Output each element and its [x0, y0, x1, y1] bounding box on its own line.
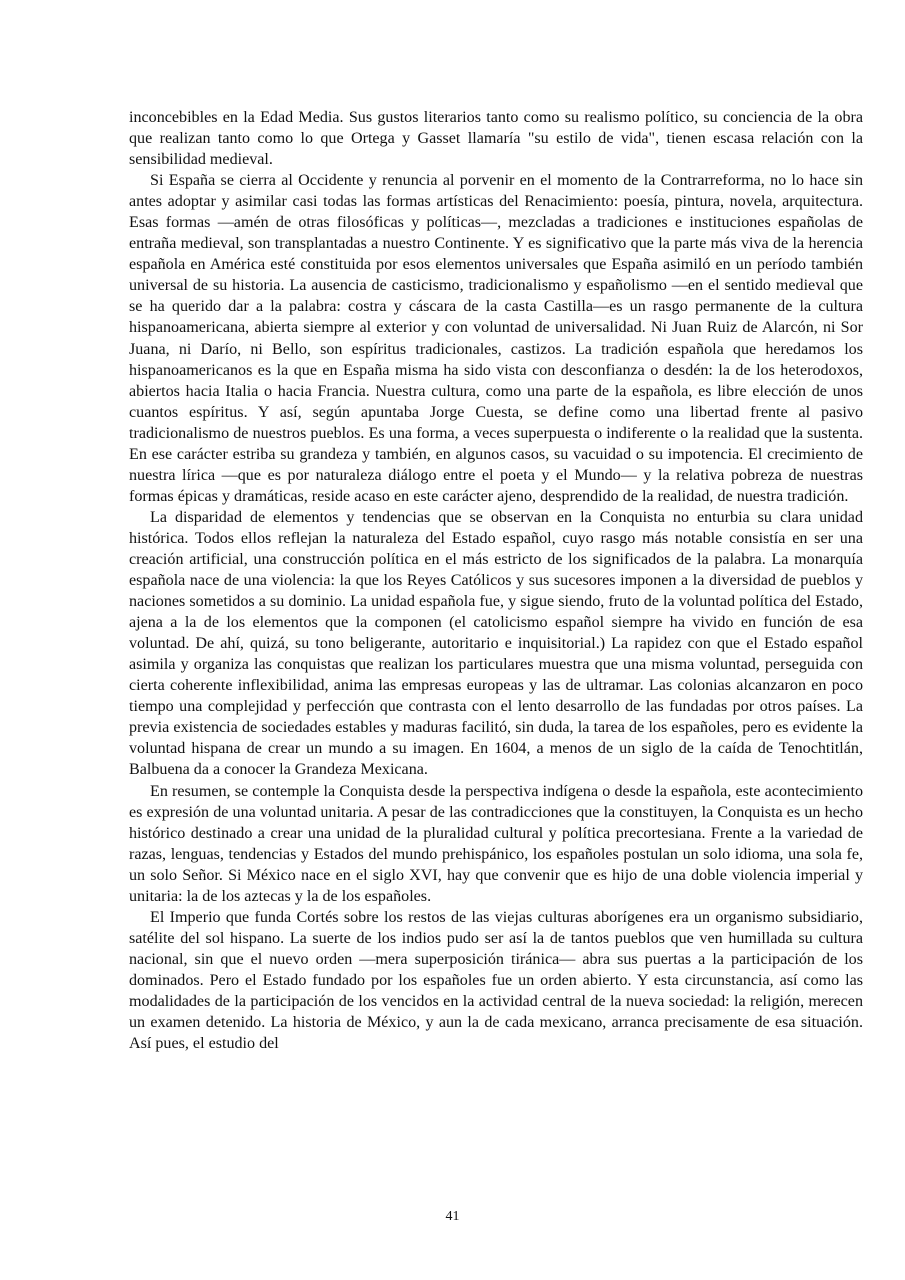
page-number: 41: [445, 1209, 460, 1224]
body-text: [129, 107, 863, 1054]
paragraph: En resumen, se contemple la Conquista desde la perspectiva indígena o desde la española, este acontecimiento es expresión de una voluntad unitaria. A pesar de las contradicciones que la constituyen, la Conquista es un hecho histórico destinado a crear una unidad de la pluralidad cultural y política precortesiana. Frente a la variedad de razas, lenguas, tendencias y Estados del mundo prehispánico, los españoles postulan un solo idioma, una sola fe, un solo Señor. Si México nace en el siglo XVI, hay que convenir que es hijo de una doble violencia imperial y unitaria: la de los aztecas y la de los españoles.: [129, 782, 863, 905]
paragraph: La disparidad de elementos y tendencias que se observan en la Conquista no enturbia su clara unidad histórica. Todos ellos reflejan la naturaleza del Estado español, cuyo rasgo más notable consistía en ser una creación artificial, una construcción política en el más estricto de los significados de la palabra. La monarquía española nace de una violencia: la que los Reyes Católicos y sus sucesores imponen a la diversidad de pueblos y naciones sometidos a su dominio. La unidad española fue, y sigue siendo, fruto de la voluntad política del Estado, ajena a la de los elementos que la componen (el catolicismo español siempre ha vivido en función de esa voluntad. De ahí, quizá, su tono beligerante, autoritario e inquisitorial.) La rapidez con que el Estado español asimila y organiza las conquistas que realizan los particulares muestra que una misma voluntad, perseguida con cierta coherente inflexibilidad, anima las empresas europeas y las de ultramar. Las colonias alcanzaron en poco tiempo una complejidad y perfección que contrasta con el lento desarrollo de las fundadas por otros países. La previa existencia de sociedades estables y maduras facilitó, sin duda, la tarea de los españoles, pero es evidente la voluntad hispana de crear un mundo a su imagen. En 1604, a menos de un siglo de la caída de Tenochtitlán, Balbuena da a conocer la Grandeza Mexicana.: [129, 508, 863, 779]
paragraph: Si España se cierra al Occidente y renuncia al porvenir en el momento de la Contrarreforma, no lo hace sin antes adoptar y asimilar casi todas las formas artísticas del Renacimiento: poesía, pintura, novela, arquitectura. Esas formas —amén de otras filosóficas y políticas—, mezcladas a tradiciones e instituciones españolas de entraña medieval, son transplantadas a nuestro Continente. Y es significativo que la parte más viva de la herencia española en América esté constituida por esos elementos universales que España asimiló en un período también universal de su historia. La ausencia de casticismo, tradicionalismo y españolismo —en el sentido medieval que se ha querido dar a la palabra: costra y cáscara de la casta Castilla—es un rasgo permanente de la cultura hispanoamericana, abierta siempre al exterior y con voluntad de universalidad. Ni Juan Ruiz de Alarcón, ni Sor Juana, ni Darío, ni Bello, son espíritus tradicionales, castizos. La tradición española que heredamos los hispanoamericanos es la que en España misma ha sido vista con desconfianza o desdén: la de los heterodoxos, abiertos hacia Italia o hacia Francia. Nuestra cultura, como una parte de la española, es libre elección de unos cuantos espíritus. Y así, según apuntaba Jorge Cuesta, se define como una libertad frente al pasivo tradicionalismo de nuestros pueblos. Es una forma, a veces superpuesta o indiferente o la realidad que la sustenta. En ese carácter estriba su grandeza y también, en algunos casos, su vacuidad o su impotencia. El crecimiento de nuestra lírica —que es por naturaleza diálogo entre el poeta y el Mundo— y la relativa pobreza de nuestras formas épicas y dramáticas, reside acaso en este carácter ajeno, desprendido de la realidad, de nuestra tradición.: [129, 172, 863, 505]
paragraph: El Imperio que funda Cortés sobre los restos de las viejas culturas aborígenes era un organismo subsidiario, satélite del sol hispano. La suerte de los indios pudo ser así la de tantos pueblos que ven humillada su cultura nacional, sin que el nuevo orden —mera superposición tiránica— abra sus puertas a la participación de los dominados. Pero el Estado fundado por los españoles fue un orden abierto. Y esta circunstancia, así como las modalidades de la participación de los vencidos en la actividad central de la nueva sociedad: la religión, merecen un examen detenido. La historia de México, y aun la de cada mexicano, arranca precisamente de esa situación. Así pues, el estudio del: [129, 908, 863, 1053]
paragraph-continuation: inconcebibles en la Edad Media. Sus gustos literarios tanto como su realismo político, su conciencia de la obra que realizan tanto como lo que Ortega y Gasset llamaría "su estilo de vida", tienen escasa relación con la sensibilidad medieval.: [129, 109, 863, 169]
